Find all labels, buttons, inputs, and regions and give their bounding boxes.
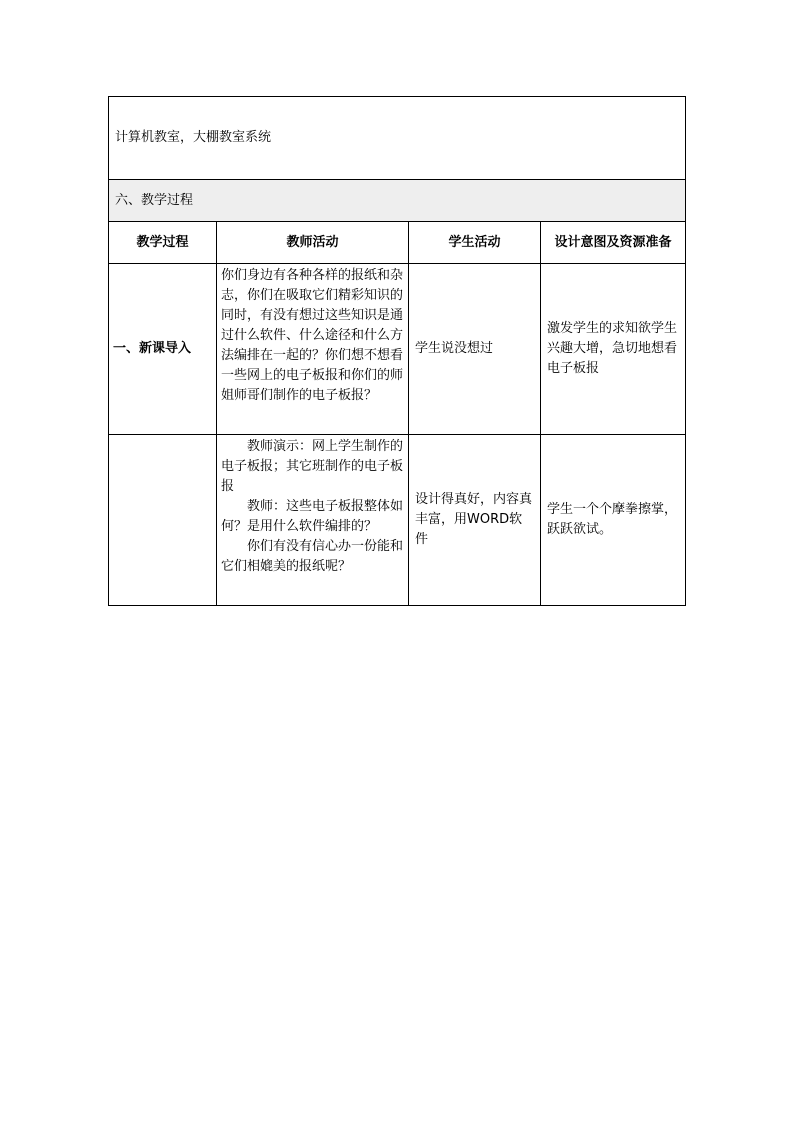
stage-cell: 一、新课导入 xyxy=(109,264,217,435)
lesson-plan-table xyxy=(108,96,686,606)
teacher-paragraph: 你们有没有信心办一份能和它们相媲美的报纸呢？ xyxy=(221,539,404,574)
header-stage: 教学过程 xyxy=(109,222,217,264)
section-title: 六、教学过程 xyxy=(109,180,686,222)
student-activity-cell: 设计得真好，内容真丰富，用WORD软件 xyxy=(409,435,541,606)
design-intent-cell: 学生一个个摩拳擦掌，跃跃欲试。 xyxy=(541,435,686,606)
header-design: 设计意图及资源准备 xyxy=(541,222,686,264)
teacher-activity-cell xyxy=(217,435,409,606)
resources-cell: 计算机教室，大棚教室系统 xyxy=(109,97,686,180)
stage-cell xyxy=(109,435,217,606)
table-row xyxy=(109,264,686,435)
header-teacher: 教师活动 xyxy=(217,222,409,264)
design-intent-cell: 激发学生的求知欲学生兴趣大增，急切地想看电子板报 xyxy=(541,264,686,435)
student-activity-cell: 学生说没想过 xyxy=(409,264,541,435)
teacher-activity-cell xyxy=(217,264,409,435)
teacher-paragraph: 你们身边有各种各样的报纸和杂志，你们在吸取它们精彩知识的同时，有没有想过这些知识是通过什么软件、什么途径和什么方法编排在一起的？你们想不想看一些网上的电子板报和你们的师姐师哥们制作的电子板报？ xyxy=(221,268,404,403)
teacher-paragraph: 教师演示：网上学生制作的电子板报；其它班制作的电子板报 xyxy=(221,439,404,494)
header-student: 学生活动 xyxy=(409,222,541,264)
teacher-paragraph: 教师：这些电子板报整体如何？是用什么软件编排的？ xyxy=(221,499,404,534)
table-row xyxy=(109,435,686,606)
